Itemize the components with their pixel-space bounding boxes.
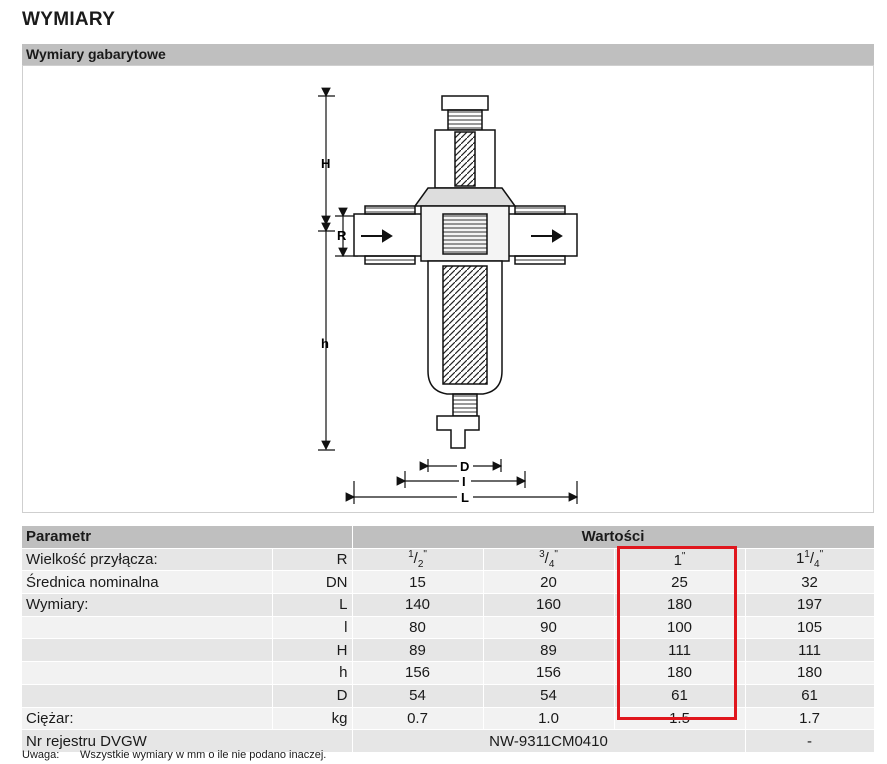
value-cell: 54 bbox=[483, 684, 614, 707]
table-header-row bbox=[22, 526, 874, 548]
dvgw-value: NW-9311CM0410 bbox=[352, 730, 745, 753]
header-values: Wartości bbox=[352, 526, 874, 548]
value-cell: 61 bbox=[614, 684, 745, 707]
table-row bbox=[22, 662, 874, 685]
value-cell: 160 bbox=[483, 594, 614, 617]
value-cell: 89 bbox=[483, 639, 614, 662]
section-header: Wymiary gabarytowe bbox=[22, 44, 874, 65]
value-cell: 61 bbox=[745, 684, 874, 707]
header-parameter: Parametr bbox=[22, 526, 352, 548]
value-cell: 25 bbox=[614, 571, 745, 594]
row-unit: D bbox=[272, 684, 352, 707]
value-cell: 105 bbox=[745, 616, 874, 639]
value-cell: 111 bbox=[614, 639, 745, 662]
row-name bbox=[22, 639, 272, 662]
value-cell: 140 bbox=[352, 594, 483, 617]
row-name bbox=[22, 662, 272, 685]
vertical-dimension-lines bbox=[318, 96, 358, 450]
dim-label-R: R bbox=[337, 228, 347, 243]
table-row bbox=[22, 684, 874, 707]
row-name bbox=[22, 616, 272, 639]
value-cell: 0.7 bbox=[352, 707, 483, 730]
size-cell: $^1/_2^"$ bbox=[352, 548, 483, 571]
page-title: WYMIARY bbox=[22, 9, 116, 30]
footnote-text: Wszystkie wymiary w mm o ile nie podano inaczej. bbox=[80, 749, 327, 761]
dim-label-L: L bbox=[461, 490, 469, 505]
row-name: Wymiary: bbox=[22, 594, 272, 617]
value-cell: 54 bbox=[352, 684, 483, 707]
table-row bbox=[22, 548, 874, 571]
value-cell: 32 bbox=[745, 571, 874, 594]
value-cell: 1.0 bbox=[483, 707, 614, 730]
row-unit: R bbox=[272, 548, 352, 571]
value-cell: 80 bbox=[352, 616, 483, 639]
dvgw-last: - bbox=[745, 730, 874, 753]
table-row bbox=[22, 616, 874, 639]
row-unit: kg bbox=[272, 707, 352, 730]
value-cell: 20 bbox=[483, 571, 614, 594]
value-cell: 100 bbox=[614, 616, 745, 639]
valve-body bbox=[354, 96, 577, 448]
table-row bbox=[22, 707, 874, 730]
table-row bbox=[22, 639, 874, 662]
value-cell: 1.7 bbox=[745, 707, 874, 730]
dim-label-I: I bbox=[462, 474, 466, 489]
row-name bbox=[22, 684, 272, 707]
value-cell: 156 bbox=[352, 662, 483, 685]
dvgw-name: Nr rejestru DVGW bbox=[22, 730, 352, 753]
row-name: Ciężar: bbox=[22, 707, 272, 730]
value-cell: 1.5 bbox=[614, 707, 745, 730]
value-cell: 156 bbox=[483, 662, 614, 685]
parameters-table bbox=[22, 526, 875, 753]
dim-label-D: D bbox=[460, 459, 470, 474]
value-cell: 180 bbox=[745, 662, 874, 685]
value-cell: 89 bbox=[352, 639, 483, 662]
row-name: Średnica nominalna bbox=[22, 571, 272, 594]
value-cell: 197 bbox=[745, 594, 874, 617]
dim-label-H: H bbox=[321, 156, 331, 171]
size-cell: 1" bbox=[614, 548, 745, 571]
technical-drawing bbox=[22, 65, 874, 513]
value-cell: 180 bbox=[614, 594, 745, 617]
value-cell: 90 bbox=[483, 616, 614, 639]
table-row bbox=[22, 571, 874, 594]
row-unit: L bbox=[272, 594, 352, 617]
row-unit: l bbox=[272, 616, 352, 639]
footnote-label: Uwaga: bbox=[22, 749, 60, 761]
table-row bbox=[22, 594, 874, 617]
size-cell: $^3/_4^"$ bbox=[483, 548, 614, 571]
row-unit: DN bbox=[272, 571, 352, 594]
row-unit: h bbox=[272, 662, 352, 685]
value-cell: 180 bbox=[614, 662, 745, 685]
footnote bbox=[22, 749, 326, 761]
row-unit: H bbox=[272, 639, 352, 662]
size-cell: $1^1/_4^"$ bbox=[745, 548, 874, 571]
value-cell: 111 bbox=[745, 639, 874, 662]
value-cell: 15 bbox=[352, 571, 483, 594]
row-name: Wielkość przyłącza: bbox=[22, 548, 272, 571]
dim-label-h: h bbox=[321, 336, 329, 351]
